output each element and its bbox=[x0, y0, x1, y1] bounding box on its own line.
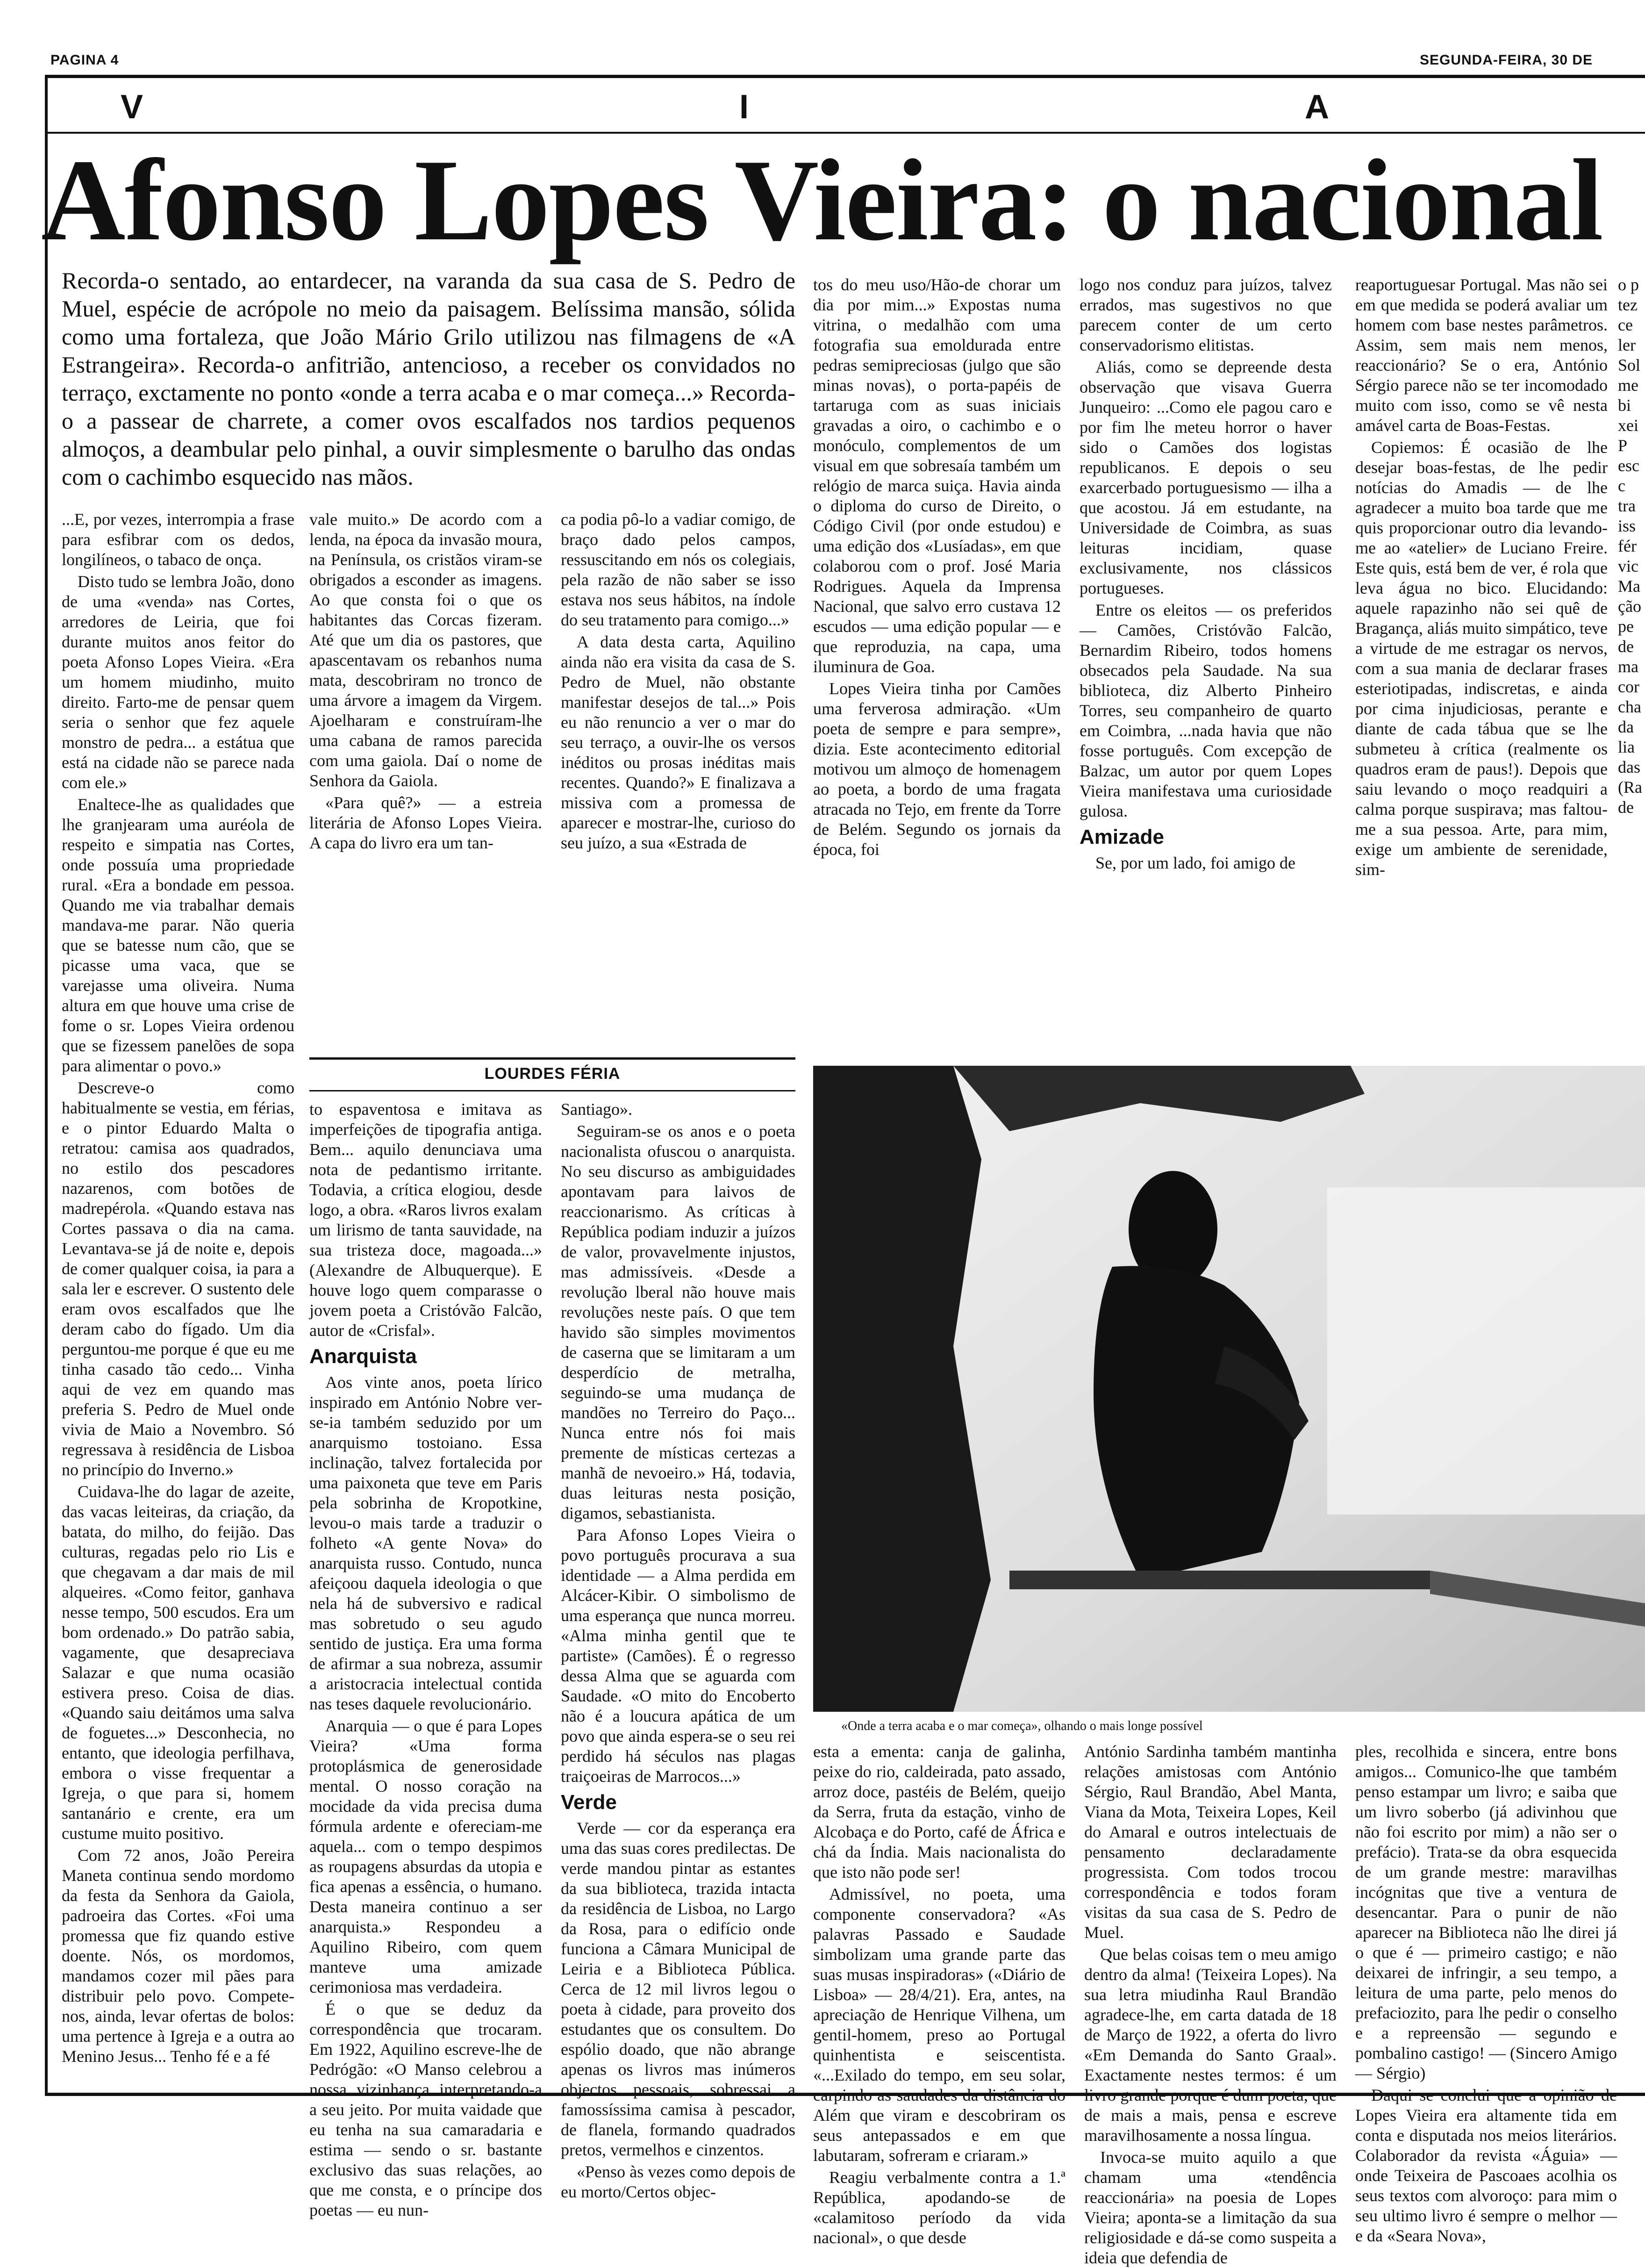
left-frame-rule bbox=[45, 75, 48, 2094]
edge-fragment: o p bbox=[1618, 275, 1639, 294]
c2a-p2: «Para quê?» — a estreia literária de Afonso Lopes Vieira. A capa do livro era um tan- bbox=[309, 793, 542, 852]
c2b-p1: to espaventosa e imitava as imperfeições de tipografia antiga. Bem... aquilo denunciava uma nota de pedantismo irritante. Todavia, a crítica elogiou, desde logo, a obra. «Raros livros exalam um lirismo de tanta sauvidade, na sua tristeza doce, magoada...» (Alexandre de Albuquerque). E houve logo quem comparasse o jovem poeta a Cristóvão Falcão, autor de «Crisfal». bbox=[309, 1100, 542, 1340]
edge-fragment: xei bbox=[1618, 416, 1638, 435]
c5b-p1: António Sardinha também mantinha relações amistosas com António Sérgio, Raul Brandão, Abel Manta, Viana da Mota, Teixeira Lopes, Keil do Amaral e outros intelectuais de pensamento declaradamente progressista. Com todos trocou correspondência e todos foram visitas da sua casa de S. Pedro de Muel. bbox=[1084, 1742, 1337, 1942]
section-letter-a: A bbox=[1305, 88, 1329, 126]
top-rule bbox=[45, 75, 1645, 78]
c1-p6: Com 72 anos, João Pereira Maneta continua sendo mordomo da festa da Senhora da Gaiola, padroeira das Cortes. «Foi uma promessa que fiz quando estive doente. Nós, os mordomos, mandamos cozer mil pães para distribuir pelo povo. Compete-nos, ainda, levar ofertas de bolos: uma pertence à Igreja e a outra ao Menino Jesus... Tenho fé e a fé bbox=[62, 1846, 294, 2066]
column-3-top bbox=[561, 510, 795, 1052]
subhead-verde: Verde bbox=[561, 1791, 617, 1814]
edge-fragment: cha bbox=[1618, 697, 1641, 716]
edge-fragment: Ma bbox=[1618, 577, 1640, 596]
subhead-anarquista: Anarquista bbox=[309, 1345, 417, 1368]
c4a-p2: Lopes Vieira tinha por Camões uma ferverosa admiração. «Um poeta de sempre e para sempre», dizia. Este acontecimento editorial motivou um almoço de homenagem ao poeta, a bordo de uma fragata atracada no Tejo, em frente da Torre de Belém. Segundo os jornais da época, foi bbox=[813, 679, 1061, 859]
c2b-p2: Aos vinte anos, poeta lírico inspirado em António Nobre ver-se-ia também seduzido por um anarquismo tostoiano. Essa inclinação, talvez fortalecida por uma paixoneta que teve em Paris pela sobrinha de Kropotkine, levou-o mais tarde a traduzir o folheto «A gente Nova» do anarquista russo. Contudo, nunca afeiçoou daquela ideologia o que nela há de subversivo e radical mas sobretudo o seu agudo sentido de justiça. Era uma forma de afirmar a sua nobreza, assumir a aristocracia intelectual contida nas teses daquele revolucionário. bbox=[309, 1373, 542, 1713]
c1-p5: Cuidava-lhe do lagar de azeite, das vacas leiteiras, da criação, da batata, do milho, do feijão. Das culturas, regadas pelo rio Lis e que chegavam a dar mais de mil alqueires. «Como feitor, ganhava nesse tempo, 500 escudos. Era um bom ordenado.» Do patrão sabia, vagamente, que desapreciava Salazar e que numa ocasião estivera preso. Coisa de dias. «Quando saiu deitámos uma salva de foguetes...» Desconhecia, no entanto, que ideologia perfilhava, embora o visse frequentar a Igreja, o que para si, homem santanário e crente, era um custume muito positivo. bbox=[62, 1482, 294, 1843]
edge-fragment: fér bbox=[1618, 537, 1637, 555]
edge-fragment: tez bbox=[1618, 295, 1638, 314]
edge-fragment: esc bbox=[1618, 456, 1639, 475]
column-5-bottom bbox=[1084, 1742, 1337, 2267]
c2a-p1: vale muito.» De acordo com a lenda, na época da invasão moura, na Península, os cristãos viram-se obrigados a esconder as imagens. Ao que consta foi o que os habitantes das Corcas fizeram. Até que um dia os pastores, que apascentavam os rebanhos numa mata, descobriram no tronco de uma árvore a imagem da Virgem. Ajoelharam e construíram-lhe uma cabana de ramos parecida com uma gaiola. Daí o nome de Senhora da Gaiola. bbox=[309, 510, 542, 790]
section-letter-v: V bbox=[121, 88, 143, 126]
date-label: SEGUNDA-FEIRA, 30 DE bbox=[1420, 52, 1593, 68]
edge-fragment: ção bbox=[1618, 597, 1641, 616]
c3a-p2: A data desta carta, Aquilino ainda não era visita da casa de S. Pedro de Muel, não obstante manifestar desejos de tal...» Pois eu não renuncio a ver o mar do seu terraço, a ouvir-lhe os versos inéditos ou prosas inéditas mais recentes. Quando?» E finalizava a missiva com a promessa de aparecer e mostrar-lhe, curioso do seu juízo, a sua «Estrada de bbox=[561, 632, 795, 852]
c6b-p1: ples, recolhida e sincera, entre bons amigos... Comunico-lhe que também penso estampar um livro; e saiba que um livro soberbo (já adivinhou que não foi escrito por mim) a não ser o prefácio). Trata-se da obra esquecida de um grande mestre: maravilhas incógnitas que tive a ventura de desencantar. Para o punir de não aparecer na Biblioteca não lhe direi já o que é — primeiro castigo; e não deixarei de infringir, a seu tempo, a leitura de uma parte, pelo menos do prefaciozito, para lhe pedir o conselho e a repreensão — segundo e pombalino castigo! — (Sincero Amigo — Sérgio) bbox=[1355, 1742, 1617, 2082]
column-4-bottom bbox=[813, 1742, 1066, 2247]
c5b-p2: Que belas coisas tem o meu amigo dentro da alma! (Teixeira Lopes). Na sua letra miudinha Raul Brandão agradece-lhe, em carta datada de 18 de Março de 1922, a oferta do livro «Em Demanda do Santo Graal». Exactamente nestes termos: é um livro grande porque é dum poeta, que de mais a mais, pensa e escreve maravilhosamente a nossa língua. bbox=[1084, 1945, 1337, 2145]
c5b-p3: Invoca-se muito aquilo a que chamam uma «tendência reaccionária» na poesia de Lopes Vieira; aponta-se a limitação da sua religiosidade e dá-se como suspeita a ideia que defendia de bbox=[1084, 2148, 1337, 2267]
byline-rule-top bbox=[309, 1057, 795, 1060]
c4b-p1: esta a ementa: canja de galinha, peixe do rio, caldeirada, pato assado, arroz doce, pastéis de Belém, queijo da Serra, fruta da estação, vinho de Alcobaça e do Porto, café de África e chá da Índia. Mais nacionalista do que isto não pode ser! bbox=[813, 1742, 1066, 1881]
c4a-p1: tos do meu uso/Hão-de chorar um dia por mim...» Expostas numa vitrina, o medalhão com uma fotografia sua emoldurada entre pedras semipreciosas (julgo que são minas novas), o porta-papéis de tartaruga com as suas iniciais gravadas a oiro, o cachimbo e o monóculo, complementos de um visual em que sobresaía também um relógio de marca suiça. Havia ainda o diploma do curso de Direito, o Código Civil (por onde estudou) e uma edição dos «Lusíadas», em que colaborou com o prof. José Maria Rodrigues. Aquela da Imprensa Nacional, que salvo erro custava 12 escudos — uma edição popular — e que reproduzia, na capa, uma iluminura de Goa. bbox=[813, 275, 1061, 676]
edge-fragment: pe bbox=[1618, 617, 1634, 636]
section-letter-i: I bbox=[739, 88, 749, 126]
c1-p4: Descreve-o como habitualmente se vestia, em férias, e o pintor Eduardo Malta o retratou: camisa aos quadrados, no estilo dos pescadores nazarenos, com botões de madrepérola. «Quando estava nas Cortes passava o dia na cama. Levantava-se já de noite e, depois de comer qualquer coisa, ia para a sala ler e escrever. O sustento dele eram ovos escalfados que lhe deram cabo do fígado. Um dia perguntou-me porque é que eu me tinha casado tão cedo... Vinha aqui de vez em quando mas preferia S. Pedro de Muel onde vivia de Maio a Novembro. Só regressava à residência de Lisboa no princípio do Inverno.» bbox=[62, 1078, 294, 1479]
edge-fragment: cor bbox=[1618, 677, 1639, 696]
byline: LOURDES FÉRIA bbox=[484, 1065, 621, 1083]
c3a-p1: ca podia pô-lo a vadiar comigo, de braço dado pelos campos, ressuscitando em nós os colegiais, pela razão de não saber se isso estava nos seus hábitos, na índole do seu tratamento para comigo...» bbox=[561, 510, 795, 629]
c5a-p4: Se, por um lado, foi amigo de bbox=[1095, 854, 1295, 872]
column-2-top bbox=[309, 510, 542, 1052]
headline: Afonso Lopes Vieira: o nacional bbox=[41, 136, 1602, 265]
edge-fragment: ma bbox=[1618, 657, 1638, 676]
c4b-p2: Admissível, no poeta, uma componente conservadora? «As palavras Passado e Saudade simbolizam uma grande parte das suas musas inspiradoras» («Diário de Lisboa» — 28/4/21). Era, antes, na apreciação de Henrique Vilhena, um gentil-homem, preso ao Portugal quinhentista e seiscentista. «...Exilado do tempo, em seu solar, carpindo as saudades da distância do Além que viram e descobriram os seus antepassados e em que labutaram, sofreram e criaram.» bbox=[813, 1885, 1066, 2165]
edge-fragment: bi bbox=[1618, 396, 1631, 415]
page-label: PAGINA 4 bbox=[50, 52, 119, 68]
edge-fragments-column bbox=[1618, 275, 1645, 1051]
column-3-bottom bbox=[561, 1099, 795, 2201]
c6a-p1: reaportuguesar Portugal. Mas não sei em que medida se poderá avaliar um homem com base nestes parâmetros. Assim, sem mais nem menos, reaccionário? Se o era, António Sérgio parece não se ter incomodado muito com isso, como se vê nesta amável carta de Boas-Festas. bbox=[1355, 275, 1608, 435]
c3b-p1: Santiago». bbox=[561, 1100, 632, 1119]
column-5-top bbox=[1080, 275, 1332, 1055]
c6b-p2: Daqui se conclui que a opinião de Lopes Vieira era altamente tida em conta e disputada nos meios literários. Colaborador da revista «Águia» — onde Teixeira de Pascoaes acolhia os seus textos com alvoroço: para mim o seu ultimo livro é sempre o melhor — e da «Seara Nova», bbox=[1355, 2086, 1617, 2245]
c2b-p4: É o que se deduz da correspondência que trocaram. Em 1922, Aquilino escreve-lhe de Pedrógão: «O Manso celebrou a nossa vizinhança interpretando-a a seu jeito. Por muita vaidade que eu tenha na sua camaradaria e estima — sendo o sr. bastante exclusivo das suas relações, ao que me consta, e o príncipe dos poetas — eu nun- bbox=[309, 2000, 542, 2219]
edge-fragment: Sol bbox=[1618, 356, 1641, 374]
edge-fragment: de bbox=[1618, 637, 1634, 656]
edge-fragment: P bbox=[1618, 436, 1628, 455]
edge-fragment: c bbox=[1618, 476, 1625, 495]
c5a-p3: Entre os eleitos — os preferidos — Camões, Cristóvão Falcão, Bernardim Ribeiro, todos homens obsecados pela Saudade. Na sua biblioteca, diz Alberto Pinheiro Torres, seu companheiro de quarto em Coimbra, ...nada havia que não fosse português. Com excepção de Balzac, um autor por quem Lopes Vieira manifestava uma curiosidade gulosa. bbox=[1080, 601, 1332, 820]
edge-fragment: ce bbox=[1618, 316, 1633, 334]
photograph bbox=[813, 1066, 1645, 1712]
column-4-top bbox=[813, 275, 1061, 1055]
edge-fragment: de bbox=[1618, 798, 1634, 817]
c1-p3: Enaltece-lhe as qualidades que lhe granjearam uma auréola de respeito e simpatia nas Cortes, onde possuía uma propriedade rural. «Era a bondade em pessoa. Quando me via trabalhar demais mandava-me parar. Não queria que se batesse num cão, que se picasse uma vaca, que se varejasse uma oliveira. Numa altura em que houve uma crise de fome o sr. Lopes Vieira ordenou que se fizessem panelões de sopa para alimentar o povo.» bbox=[62, 795, 294, 1075]
column-1 bbox=[62, 510, 294, 2085]
column-6-bottom bbox=[1355, 1742, 1617, 2245]
edge-fragment: das bbox=[1618, 758, 1640, 776]
edge-fragment: (Ra bbox=[1618, 778, 1642, 797]
c4b-p3: Reagiu verbalmente contra a 1.ª República, apodando-se de «calamitoso período da vida nacional», o que desde bbox=[813, 2168, 1066, 2247]
section-bottom-rule bbox=[48, 132, 1645, 134]
c6a-p2: Copiemos: É ocasião de lhe desejar boas-festas, de lhe pedir notícias do Amadis — de lhe agradecer a muito boa tarde que me quis proporcionar outro dia levando-me ao «atelier» de Luciano Freire. Este quis, está bem de ver, é rola que leva água no bico. Elucidando: aquele rapazinho não sei quê de Bragança, aliás muito simpático, teve a virtude de me estragar os nervos, com a sua mania de declarar frases esteriotipadas, indiscretas, e ainda por cima injudiciosas, perante e diante de cada tábua que se lhe submeteu à crítica (realmente os quadros eram de paus!). Depois que saiu levando o moço readquiri a calma porque suspirava; mas faltou-me a sua pessoa. Arte, para mim, exige um ambiente de serenidade, sim- bbox=[1355, 438, 1608, 879]
edge-fragment: vic bbox=[1618, 557, 1638, 575]
edge-fragment: ler bbox=[1618, 336, 1636, 354]
edge-fragment: me bbox=[1618, 376, 1638, 395]
photo-caption: «Onde a terra acaba e o mar começa», olhando o mais longe possível bbox=[841, 1719, 1203, 1733]
c1-p2: Disto tudo se lembra João, dono de uma «venda» nas Cortes, arredores de Leiria, que foi durante muitos anos feitor do poeta Afonso Lopes Vieira. «Era um homem miudinho, muito direito. Farto-me de pensar quem seria o senhor que fez aquele monstro de pedra... a estátua que está na cidade não se parece nada com ele.» bbox=[62, 572, 294, 792]
photo-figure-silhouette bbox=[813, 1066, 1645, 1712]
column-2-bottom bbox=[309, 1099, 542, 2219]
c3b-p4: Verde — cor da esperança era uma das suas cores predilectas. De verde mandou pintar as estantes da sua biblioteca, trazida intacta da residência de Lisboa, no Largo da Rosa, para o edifício onde funciona a Câmara Municipal de Leiria e a Biblioteca Pública. Cerca de 12 mil livros legou o poeta à cidade, para proveito dos estudantes que os consultem. Do espólio doado, que não abrange apenas os livros mas inúmeros objectos pessoais, sobressai a famossíssima camisa à pescador, de flanela, formando quadrados pretos, vermelhos e cinzentos. bbox=[561, 1819, 795, 2159]
c3b-p5: «Penso às vezes como depois de eu morto/Certos objec- bbox=[561, 2162, 795, 2201]
lead-paragraph: Recorda-o sentado, ao entardecer, na varanda da sua casa de S. Pedro de Muel, espécie de acrópole no meio da paisagem. Belíssima mansão, sólida como uma fortaleza, que João Mário Grilo utilizou nas filmagens de «A Estrangeira». Recorda-o anfitrião, antencioso, a receber os convidados no terraço, exctamente no ponto «onde a terra acaba e o mar começa...» Recorda-o a passear de charrete, a comer ovos escalfados nos tardios pequenos almoços, a deambular pelo pinhal, a ouvir simplesmente o barulho das ondas com o cachimbo esquecido nas mãos. bbox=[62, 267, 795, 490]
c2b-p3: Anarquia — o que é para Lopes Vieira? «Uma forma protoplásmica de generosidade mental. O nosso coração na mocidade da vida precisa duma fórmula ardente e ofereciam-me aquela... com o tempo despimos as roupagens absurdas da utopia e fica apenas a essência, o humano. Desta maneira continuo a ser anarquista.» Respondeu a Aquilino Ribeiro, com quem manteve uma amizade cerimoniosa mas verdadeira. bbox=[309, 1716, 542, 1996]
c3b-p3: Para Afonso Lopes Vieira o povo português procurava a sua identidade — a Alma perdida em Alcácer-Kibir. O simbolismo de uma esperança que nunca morreu. «Alma minha gentil que te partiste» (Camões). É o regresso dessa Alma que se aguarda com Saudade. «O mito do Encoberto não é a loucura apática de um povo que ainda espera-se o seu rei perdido há séculos nas plagas traiçoeiras de Marrocos...» bbox=[561, 1526, 795, 1786]
byline-rule-bottom bbox=[309, 1090, 795, 1091]
c1-p1: ...E, por vezes, interrompia a frase para esfibrar com os dedos, longilíneos, o tabaco de onça. bbox=[62, 510, 294, 569]
c5a-p2: Aliás, como se depreende desta observação que visava Guerra Junqueiro: ...Como ele pagou caro e por fim lhe meteu horror o haver sido o Camões dos logistas republicanos. E depois o seu exarcerbado portuguesismo — ilha a que acostou. Já em estudante, na Universidade de Coimbra, as suas leituras incidiam, quase exclusivamente, nos clássicos portugueses. bbox=[1080, 358, 1332, 597]
edge-fragment: tra bbox=[1618, 496, 1636, 515]
edge-fragment: da bbox=[1618, 718, 1634, 736]
edge-fragment: lia bbox=[1618, 738, 1635, 756]
subhead-amizade: Amizade bbox=[1080, 825, 1164, 848]
c5a-p1: logo nos conduz para juízos, talvez errados, mas sugestivos no que parecem conter de um certo conservadorismo elitistas. bbox=[1080, 275, 1332, 354]
edge-fragment: iss bbox=[1618, 517, 1636, 535]
c3b-p2: Seguiram-se os anos e o poeta nacionalista ofuscou o anarquista. No seu discurso as ambiguidades apontavam para laivos de reaccionarismo. As críticas à República podiam induzir a juízos de valor, provavelmente injustos, mas admissíveis. «Desde a revolução lberal não houve mais revoluções neste país. O que tem havido são simples movimentos de caserna que se limitaram a um desperdício de metralha, seguindo-se uma mudança de mandões no Terreiro do Paço... Nunca entre nós foi mais premente de místicas certezas a manhã de nevoeiro.» Há, todavia, duas leituras nesta posição, digamos, sebastianista. bbox=[561, 1122, 795, 1522]
column-6-top bbox=[1355, 275, 1608, 1055]
